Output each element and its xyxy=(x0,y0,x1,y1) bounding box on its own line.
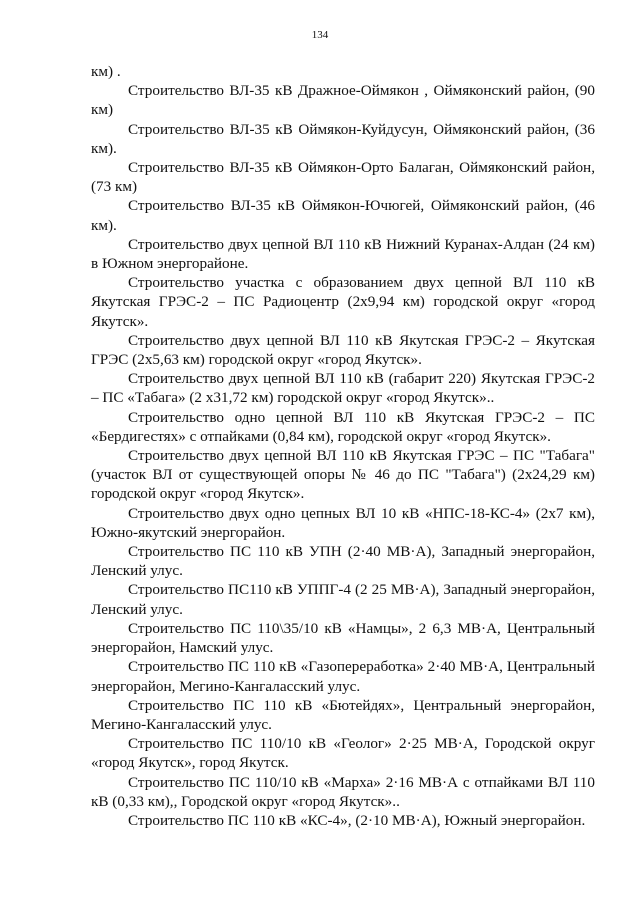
paragraph: Строительство ВЛ-35 кВ Оймякон-Куйдусун, Оймяконский район, (36 км). xyxy=(91,120,595,157)
paragraph: Строительство ПС 110 кВ «КС-4», (2·10 МВ·А), Южный энергорайон. xyxy=(128,811,586,829)
paragraph: Строительство ПС 110 кВ «Газопереработка» 2·40 МВ·А, Центральный энергорайон, Мегино-Кангаласский улус. xyxy=(91,658,595,695)
paragraph: Строительство ПС 110/10 кВ «Геолог» 2·25 МВ·А, Городской округ «город Якутск», город Якутск. xyxy=(91,735,595,772)
paragraph: Строительство ПС 110/10 кВ «Марха» 2·16 МВ·А с отпайками ВЛ 110 кВ (0,33 км),, Городской округ «город Якутск».. xyxy=(91,773,595,810)
paragraph: Строительство ПС 110 кВ УПН (2·40 МВ·А), Западный энергорайон, Ленский улус. xyxy=(91,543,595,580)
paragraph: Строительство двух цепной ВЛ 110 кВ Якутская ГРЭС-2 – Якутская ГРЭС (2х5,63 км) городской округ «город Якутск». xyxy=(91,331,595,369)
paragraph: Строительство ВЛ-35 кВ Дражное-Оймякон , Оймяконский район, (90 км) xyxy=(91,82,595,119)
paragraph: Строительство одно цепной ВЛ 110 кВ Якутская ГРЭС-2 – ПС «Бердигестях» с отпайками (0,84 км), городской округ «город Якутск». xyxy=(91,408,595,445)
paragraph: Строительство двух цепной ВЛ 110 кВ Якутская ГРЭС – ПС "Табага" (участок ВЛ от существующей опоры № 46 до ПС "Табага") (2х24,29 км) городской округ «город Якутск». xyxy=(91,447,595,503)
paragraph: Строительство двух одно цепных ВЛ 10 кВ «НПС-18-КС-4» (2х7 км), Южно-якутский энергорайон. xyxy=(91,504,595,541)
document-body xyxy=(91,62,595,830)
paragraph: Строительство ВЛ-35 кВ Оймякон-Орто Балаган, Оймяконский район, (73 км) xyxy=(91,159,595,196)
paragraph: Строительство ПС110 кВ УППГ-4 (2 25 МВ·А), Западный энергорайон, Ленский улус. xyxy=(91,581,595,618)
paragraph: Строительство ПС 110\35/10 кВ «Намцы», 2 6,3 МВ·А, Центральный энергорайон, Намский улус. xyxy=(91,619,595,657)
paragraph: Строительство двух цепной ВЛ 110 кВ Нижний Куранах-Алдан (24 км) в Южном энергорайоне. xyxy=(91,235,595,273)
page-number: 134 xyxy=(311,29,329,41)
paragraph: Строительство ВЛ-35 кВ Оймякон-Ючюгей, Оймяконский район, (46 км). xyxy=(91,197,595,234)
paragraph: Строительство ПС 110 кВ «Бютейдях», Центральный энергорайон, Мегино-Кангаласский улус. xyxy=(91,696,595,733)
paragraph-continuation: км) . xyxy=(91,63,121,80)
paragraph: Строительство двух цепной ВЛ 110 кВ (габарит 220) Якутская ГРЭС-2 – ПС «Табага» (2 х31,72 км) городской округ «город Якутск».. xyxy=(91,370,595,407)
paragraph: Строительство участка с образованием двух цепной ВЛ 110 кВ Якутская ГРЭС-2 – ПС Радиоцентр (2х9,94 км) городской округ «город Якутск». xyxy=(91,274,595,330)
